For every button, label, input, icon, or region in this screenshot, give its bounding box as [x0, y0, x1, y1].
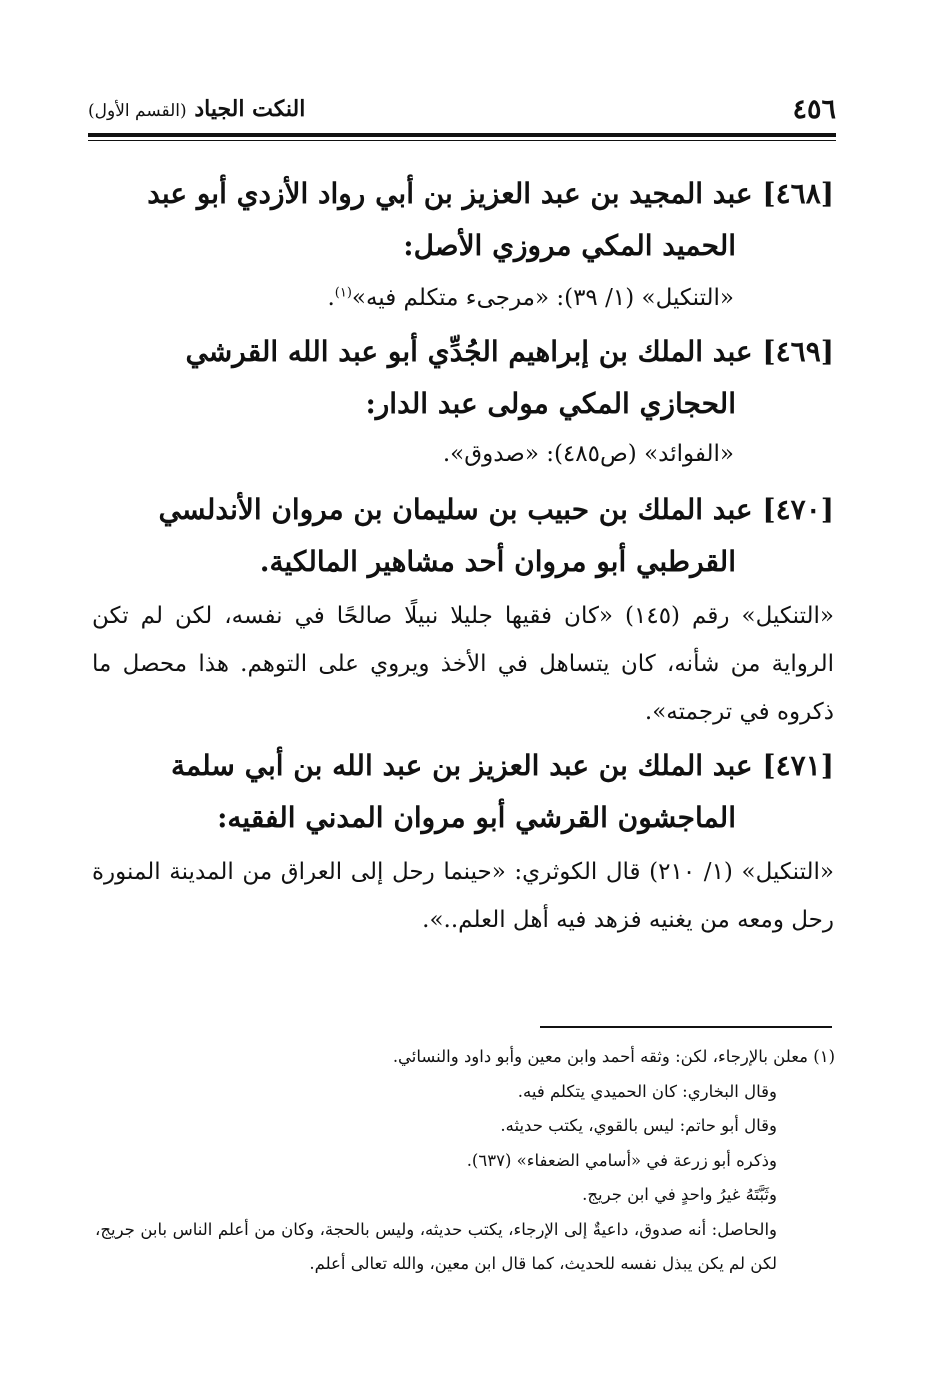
footnote-line: والحاصل: أنه صدوق، داعيةٌ إلى الإرجاء، يكتب حديثه، وليس بالحجة، وكان من أعلم الناس بابن جريج، لكن لم يكن يبذل نفسه للحديث، كما قال ابن معين، والله تعالى أعلم.	[95, 1219, 777, 1273]
footnote-reference[interactable]: (١)	[334, 285, 352, 301]
footnote-line: وذكره أبو زرعة في «أسامي الضعفاء» (٦٣٧).	[466, 1150, 777, 1170]
entry-number: [٤٦٨]	[762, 177, 834, 210]
quote-text: «التنكيل» (١/ ٣٩): «مرجىء متكلم فيه»	[351, 285, 734, 311]
entry-quote: «الفوائد» (ص٤٨٥): «صدوق».	[442, 441, 734, 467]
entry-471	[92, 740, 834, 944]
book-subtitle: (القسم الأول)	[88, 101, 187, 121]
page-body	[92, 168, 834, 944]
entry-title: عبد الملك بن حبيب بن سليمان بن مروان الأندلسي القرطبي أبو مروان أحد مشاهير المالكية.	[158, 493, 753, 578]
entry-title: عبد الملك بن إبراهيم الجُدِّي أبو عبد الله القرشي الحجازي المكي مولى عبد الدار:	[185, 335, 753, 420]
footnote-line: وقال البخاري: كان الحميدي يتكلم فيه.	[517, 1081, 777, 1101]
page-number: ٤٥٦	[792, 94, 836, 125]
entry-paragraph: «التنكيل» رقم (١٤٥) «كان فقيها جليلا نبيلًا صالحًا في نفسه، لكن لم تكن الرواية من شأنه، كان يتساهل في الأخذ ويروي على التوهم. هذا محصل ما ذكروه في ترجمته».	[92, 603, 834, 725]
entry-paragraph: «التنكيل» (١/ ٢١٠) قال الكوثري: «حينما رحل إلى العراق من المدينة المنورة رحل ومعه من يغنيه فزهد فيه أهل العلم..».	[92, 859, 834, 933]
footnotes	[95, 1040, 835, 1282]
entry-468	[92, 168, 834, 322]
page-header	[88, 90, 836, 130]
entry-heading	[92, 740, 834, 844]
footnote-line: وثَبَّتَهُ غيرُ واحدٍ في ابن جريج.	[582, 1185, 777, 1204]
entry-469	[92, 326, 834, 478]
header-rule-thick	[88, 133, 836, 137]
entry-quote: «التنكيل» (١/ ٣٩): «مرجىء متكلم فيه»$^{(١)}$.	[327, 285, 734, 311]
entry-heading	[92, 484, 834, 588]
entry-number: [٤٧١]	[762, 749, 834, 782]
book-title: النكت الجياد	[194, 96, 306, 122]
entry-title: عبد الملك بن عبد العزيز بن عبد الله بن أبي سلمة الماجشون القرشي أبو مروان المدني الفقيه:	[170, 749, 753, 834]
entry-heading	[92, 326, 834, 430]
entry-470	[92, 484, 834, 736]
entry-number: [٤٧٠]	[762, 493, 834, 526]
entry-number: [٤٦٩]	[762, 335, 834, 368]
footnote-line: وقال أبو حاتم: ليس بالقوي، يكتب حديثه.	[500, 1116, 777, 1135]
entry-title: عبد المجيد بن عبد العزيز بن أبي رواد الأزدي أبو عبد الحميد المكي مروزي الأصل:	[147, 177, 753, 262]
footnote-line: (١) معلن بالإرجاء، لكن: وثقه أحمد وابن معين وأبو داود والنسائي.	[392, 1047, 835, 1066]
footnote-separator	[540, 1026, 832, 1028]
header-rule-thin	[88, 140, 836, 141]
entry-heading	[92, 168, 834, 272]
running-title	[88, 96, 305, 122]
